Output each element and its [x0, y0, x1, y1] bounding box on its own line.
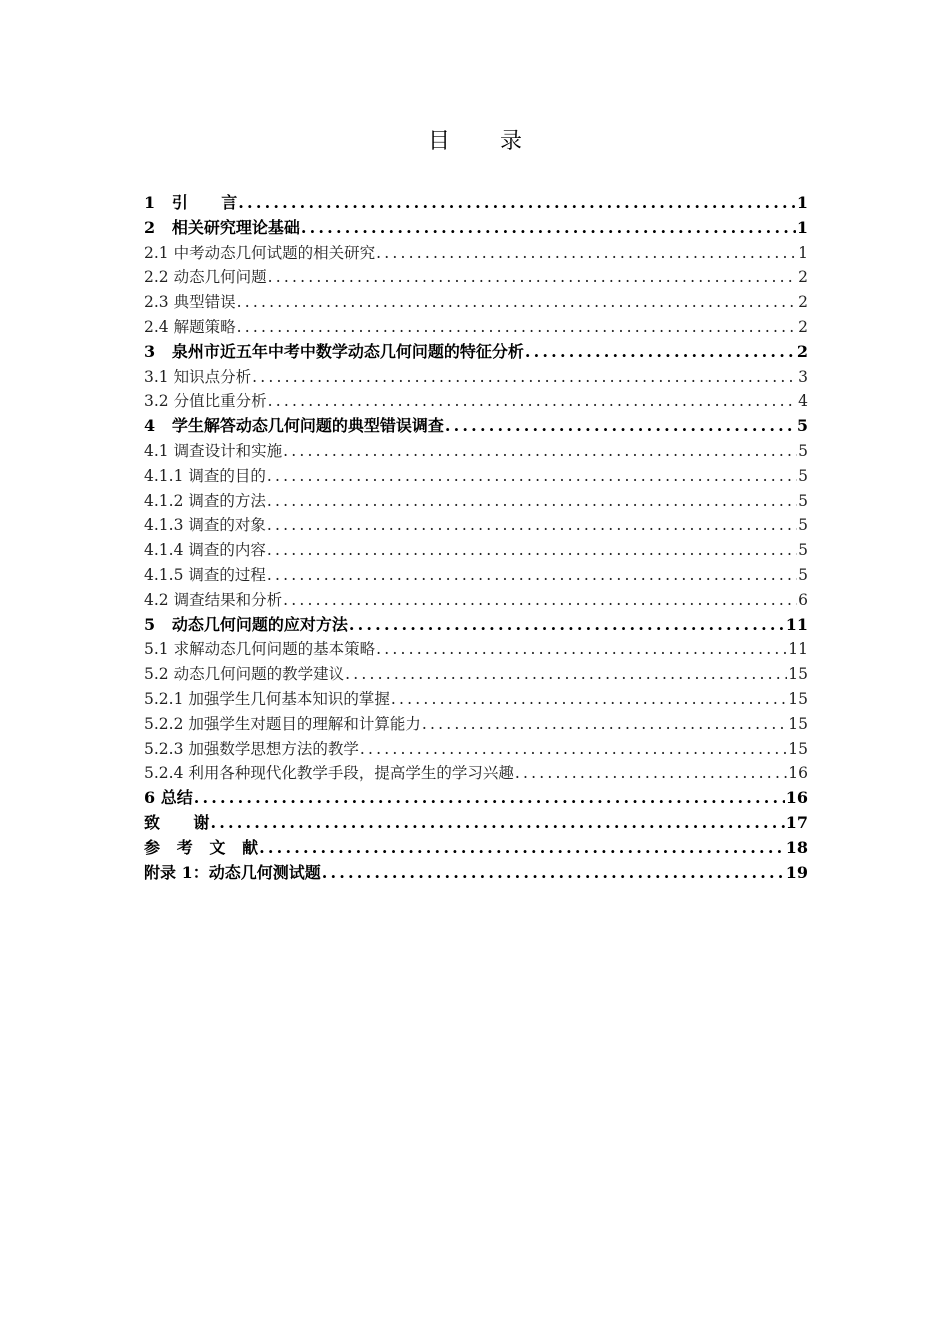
toc-entry[interactable] — [144, 439, 808, 464]
toc-page-number: 5 — [798, 541, 808, 560]
toc-entry-label: 5.2.3 加强数学思想方法的教学 — [144, 739, 359, 758]
toc-entry-label: 3.1 知识点分析 — [144, 367, 252, 386]
toc-dot-leader — [267, 464, 797, 489]
toc-page-number: 16 — [788, 764, 808, 783]
toc-page-number: 6 — [798, 590, 808, 609]
toc-entry[interactable] — [144, 712, 808, 737]
table-of-contents — [144, 191, 808, 885]
toc-entry-label: 1 引 言 — [144, 193, 238, 212]
title-char-1: 目 — [427, 129, 450, 154]
toc-entry-label: 2.4 解题策略 — [144, 317, 236, 336]
toc-entry-label: 5.2.1 加强学生几何基本知识的掌握 — [144, 689, 390, 708]
toc-entry-label: 4.1.1 调查的目的 — [144, 466, 266, 485]
toc-entry[interactable] — [144, 464, 808, 489]
toc-dot-leader — [422, 712, 787, 737]
toc-entry-label: 2.3 典型错误 — [144, 293, 236, 312]
toc-entry-label: 3 泉州市近五年中考中数学动态几何问题的特征分析 — [144, 341, 524, 361]
toc-entry-label: 致 谢 — [144, 812, 210, 832]
toc-dot-leader — [268, 389, 798, 414]
toc-entry[interactable] — [144, 786, 808, 811]
toc-page-number: 3 — [798, 367, 808, 386]
toc-page-number: 2 — [798, 317, 808, 336]
toc-entry[interactable] — [144, 290, 808, 315]
toc-entry-label: 5 动态几何问题的应对方法 — [144, 614, 348, 634]
toc-dot-leader — [391, 687, 787, 712]
toc-entry-label: 5.2.2 加强学生对题目的理解和计算能力 — [144, 714, 421, 733]
toc-entry[interactable] — [144, 241, 808, 266]
toc-dot-leader — [349, 613, 785, 638]
toc-entry[interactable] — [144, 216, 808, 241]
toc-dot-leader — [360, 737, 787, 762]
toc-dot-leader — [267, 489, 797, 514]
toc-entry-label: 4.1 调查设计和实施 — [144, 441, 283, 460]
toc-page-number: 5 — [798, 491, 808, 510]
toc-dot-leader — [345, 662, 787, 687]
toc-entry[interactable] — [144, 489, 808, 514]
toc-dot-leader — [283, 439, 797, 464]
toc-dot-leader — [268, 265, 798, 290]
toc-entry-label: 参 考 文 献 — [144, 837, 259, 857]
toc-entry[interactable] — [144, 414, 808, 439]
toc-dot-leader — [445, 414, 796, 439]
toc-entry-label: 6 总结 — [144, 788, 193, 808]
toc-entry-label: 4.1.3 调查的对象 — [144, 516, 266, 535]
toc-dot-leader — [210, 811, 784, 836]
toc-page-number: 15 — [788, 665, 808, 684]
toc-entry[interactable] — [144, 811, 808, 836]
toc-page-number: 15 — [788, 714, 808, 733]
toc-entry[interactable] — [144, 538, 808, 563]
toc-entry[interactable] — [144, 687, 808, 712]
toc-page-number: 11 — [785, 614, 808, 634]
toc-entry-label: 3.2 分值比重分析 — [144, 392, 267, 411]
toc-entry-label: 4.1.5 调查的过程 — [144, 565, 266, 584]
toc-entry[interactable] — [144, 191, 808, 216]
toc-entry[interactable] — [144, 513, 808, 538]
toc-dot-leader — [376, 637, 787, 662]
title-char-2: 录 — [500, 129, 523, 154]
toc-dot-leader — [252, 365, 797, 390]
toc-page-number: 5 — [798, 516, 808, 535]
toc-entry[interactable] — [144, 761, 808, 786]
toc-dot-leader — [237, 315, 798, 340]
toc-entry[interactable] — [144, 315, 808, 340]
toc-dot-leader — [376, 241, 797, 266]
toc-entry-label: 4 学生解答动态几何问题的典型错误调查 — [144, 416, 444, 436]
toc-dot-leader — [301, 216, 796, 241]
toc-page-number: 11 — [788, 640, 808, 659]
toc-page-number: 2 — [798, 268, 808, 287]
toc-page-number: 16 — [785, 788, 808, 808]
toc-entry[interactable] — [144, 662, 808, 687]
toc-dot-leader — [259, 836, 785, 861]
toc-dot-leader — [515, 761, 787, 786]
toc-page-number: 17 — [785, 812, 808, 832]
toc-entry[interactable] — [144, 563, 808, 588]
toc-entry-label: 2.1 中考动态几何试题的相关研究 — [144, 243, 376, 262]
toc-entry[interactable] — [144, 265, 808, 290]
toc-page-number: 1 — [798, 243, 808, 262]
toc-entry[interactable] — [144, 637, 808, 662]
toc-entry[interactable] — [144, 365, 808, 390]
toc-entry[interactable] — [144, 861, 808, 886]
toc-dot-leader — [194, 786, 785, 811]
toc-page-number: 5 — [798, 466, 808, 485]
toc-page-number: 18 — [785, 837, 808, 857]
toc-page-number: 1 — [796, 193, 808, 212]
toc-entry[interactable] — [144, 340, 808, 365]
toc-dot-leader — [283, 588, 797, 613]
toc-entry[interactable] — [144, 588, 808, 613]
toc-page-number: 5 — [796, 416, 808, 436]
toc-entry-label: 5.1 求解动态几何问题的基本策略 — [144, 640, 376, 659]
toc-dot-leader — [267, 538, 797, 563]
toc-dot-leader — [525, 340, 796, 365]
toc-page-number: 2 — [798, 293, 808, 312]
toc-dot-leader — [322, 861, 785, 886]
toc-entry[interactable] — [144, 737, 808, 762]
toc-entry-label: 2 相关研究理论基础 — [144, 217, 300, 237]
toc-dot-leader — [267, 513, 797, 538]
toc-page-number: 1 — [796, 217, 808, 237]
toc-page-number: 4 — [798, 392, 808, 411]
toc-entry-label: 5.2 动态几何问题的教学建议 — [144, 665, 345, 684]
toc-entry[interactable] — [144, 836, 808, 861]
toc-entry-label: 4.1.4 调查的内容 — [144, 541, 266, 560]
toc-page-number: 5 — [798, 565, 808, 584]
toc-entry[interactable] — [144, 389, 808, 414]
toc-dot-leader — [237, 290, 798, 315]
toc-page-number: 5 — [798, 441, 808, 460]
toc-entry-label: 4.2 调查结果和分析 — [144, 590, 283, 609]
toc-page-number: 19 — [785, 862, 808, 882]
toc-dot-leader — [238, 191, 796, 216]
toc-dot-leader — [267, 563, 797, 588]
toc-page-number: 2 — [796, 341, 808, 361]
toc-page-number: 15 — [788, 689, 808, 708]
page-title — [0, 124, 950, 155]
toc-page-number: 15 — [788, 739, 808, 758]
toc-entry[interactable] — [144, 613, 808, 638]
toc-entry-label: 附录 1：动态几何测试题 — [144, 862, 321, 882]
toc-entry-label: 2.2 动态几何问题 — [144, 268, 267, 287]
toc-entry-label: 4.1.2 调查的方法 — [144, 491, 266, 510]
toc-entry-label: 5.2.4 利用各种现代化教学手段，提高学生的学习兴趣 — [144, 764, 514, 783]
